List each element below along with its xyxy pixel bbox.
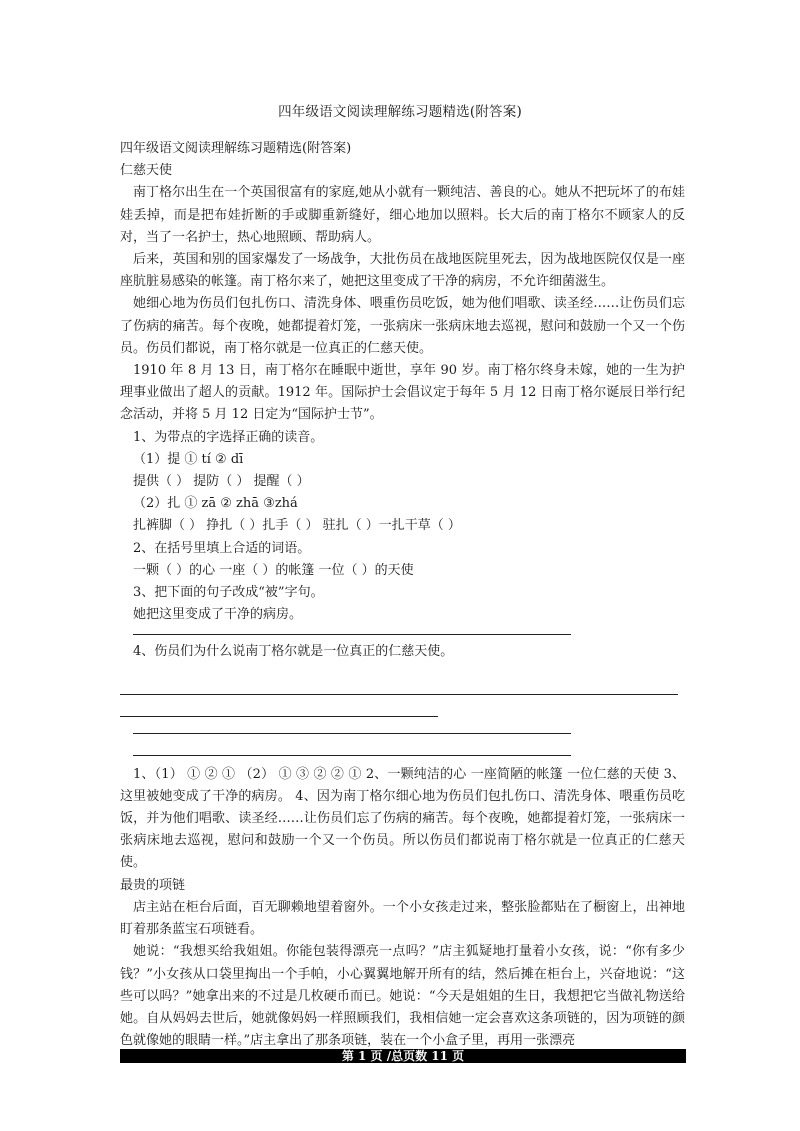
answer-key: 1、（1） ① ② ① （2） ① ③ ② ② ① 2、一颗纯洁的心 一座简陋的帐篷 一位仁慈的天使 3、这里被她变成了干净的病房。 4、因为南丁格尔细心地为伤员们包扎伤口、清洗身体、喂重伤员吃饭，并为他们唱歌、读圣经……让伤员们忘了伤病的痛苦。每个夜晚，她都提着灯笼，一张病床一张病床地去巡视，慰问和鼓励一个又一个伤员。所以伤员们都说南丁格尔就是一位真正的仁慈天使。: [120, 766, 685, 871]
question-1a-words: 提供（ ） 提防（ ） 提醒（ ）: [133, 474, 310, 490]
question-1b-options: （2）扎 ① zā ② zhā ③zhá: [133, 496, 298, 512]
question-1: 1、为带点的字选择正确的读音。: [133, 429, 324, 445]
question-1b-words: 扎裤脚（ ） 挣扎（ ）扎手（ ） 驻扎（ ）一扎干草（ ）: [133, 518, 461, 534]
story2-paragraph: 店主站在柜台后面，百无聊赖地望着窗外。一个小女孩走过来，整张脸都贴在了橱窗上，出神地盯着那条蓝宝石项链看。: [120, 899, 685, 938]
story2-paragraph: 她说：“我想买给我姐姐。你能包装得漂亮一点吗？”店主狐疑地打量着小女孩，说：“你有多少钱？”小女孩从口袋里掏出一个手帕，小心翼翼地解开所有的结，然后摊在柜台上，兴奋地说：“这些可以吗？”她拿出来的不过是几枚硬币而已。她说：“今天是姐姐的生日，我想把它当做礼物送给她。自从妈妈去世后，她就像妈妈一样照顾我们，我相信她一定会喜欢这条项链的，因为项链的颜色就像她的眼睛一样。”店主拿出了那条项链，装在一个小盒子里，再用一张漂亮: [120, 944, 685, 1049]
subtitle: 四年级语文阅读理解练习题精选(附答案): [120, 141, 352, 156]
document-body: [120, 138, 685, 1052]
question-2-text: 一颗（ ）的心 一座（ ）的帐篷 一位（ ）的天使: [133, 562, 414, 578]
story2-title: 最贵的项链: [120, 877, 186, 893]
page-footer: 第 1 页 /总页数 11 页: [120, 1049, 686, 1063]
question-4: 4、伤员们为什么说南丁格尔就是一位真正的仁慈天使。: [133, 644, 454, 660]
story1-title: 仁慈天使: [120, 163, 173, 179]
question-3-text: 她把这里变成了干净的病房。: [133, 607, 303, 623]
story1-paragraph: 她细心地为伤员们包扎伤口、清洗身体、喂重伤员吃饭，她为他们唱歌、读圣经……让伤员们忘了伤病的痛苦。每个夜晚，她都提着灯笼，一张病床一张病床地去巡视，慰问和鼓励一个又一个伤员。伤员们都说，南丁格尔就是一位真正的仁慈天使。: [120, 296, 685, 356]
story1-paragraph: 南丁格尔出生在一个英国很富有的家庭,她从小就有一颗纯洁、善良的心。她从不把玩坏了的布娃娃丢掉，而是把布娃折断的手或脚重新缝好，细心地加以照料。长大后的南丁格尔不顾家人的反对，当了一名护士，热心地照顾、帮助病人。: [120, 185, 685, 245]
question-3: 3、把下面的句子改成“被”字句。: [133, 585, 324, 601]
header-title: 四年级语文阅读理解练习题精选(附答案): [278, 104, 522, 120]
question-2: 2、在括号里填上合适的词语。: [133, 540, 311, 556]
story1-paragraph: 1910 年 8 月 13 日，南丁格尔在睡眠中逝世，享年 90 岁。南丁格尔终身未嫁，她的一生为护理事业做出了超人的贡献。1912 年。国际护士会倡议定于每年 5 月 12 日南丁格尔诞辰日举行纪念活动，并将 5 月 12 日定为“国际护士节”。: [120, 363, 685, 423]
question-1a-options: （1）提 ① tí ② dī: [133, 451, 244, 467]
story1-paragraph: 后来，英国和别的国家爆发了一场战争，大批伤员在战地医院里死去，因为战地医院仅仅是一座座肮脏易感染的帐篷。南丁格尔来了，她把这里变成了干净的病房，不允许细菌滋生。: [120, 252, 685, 290]
